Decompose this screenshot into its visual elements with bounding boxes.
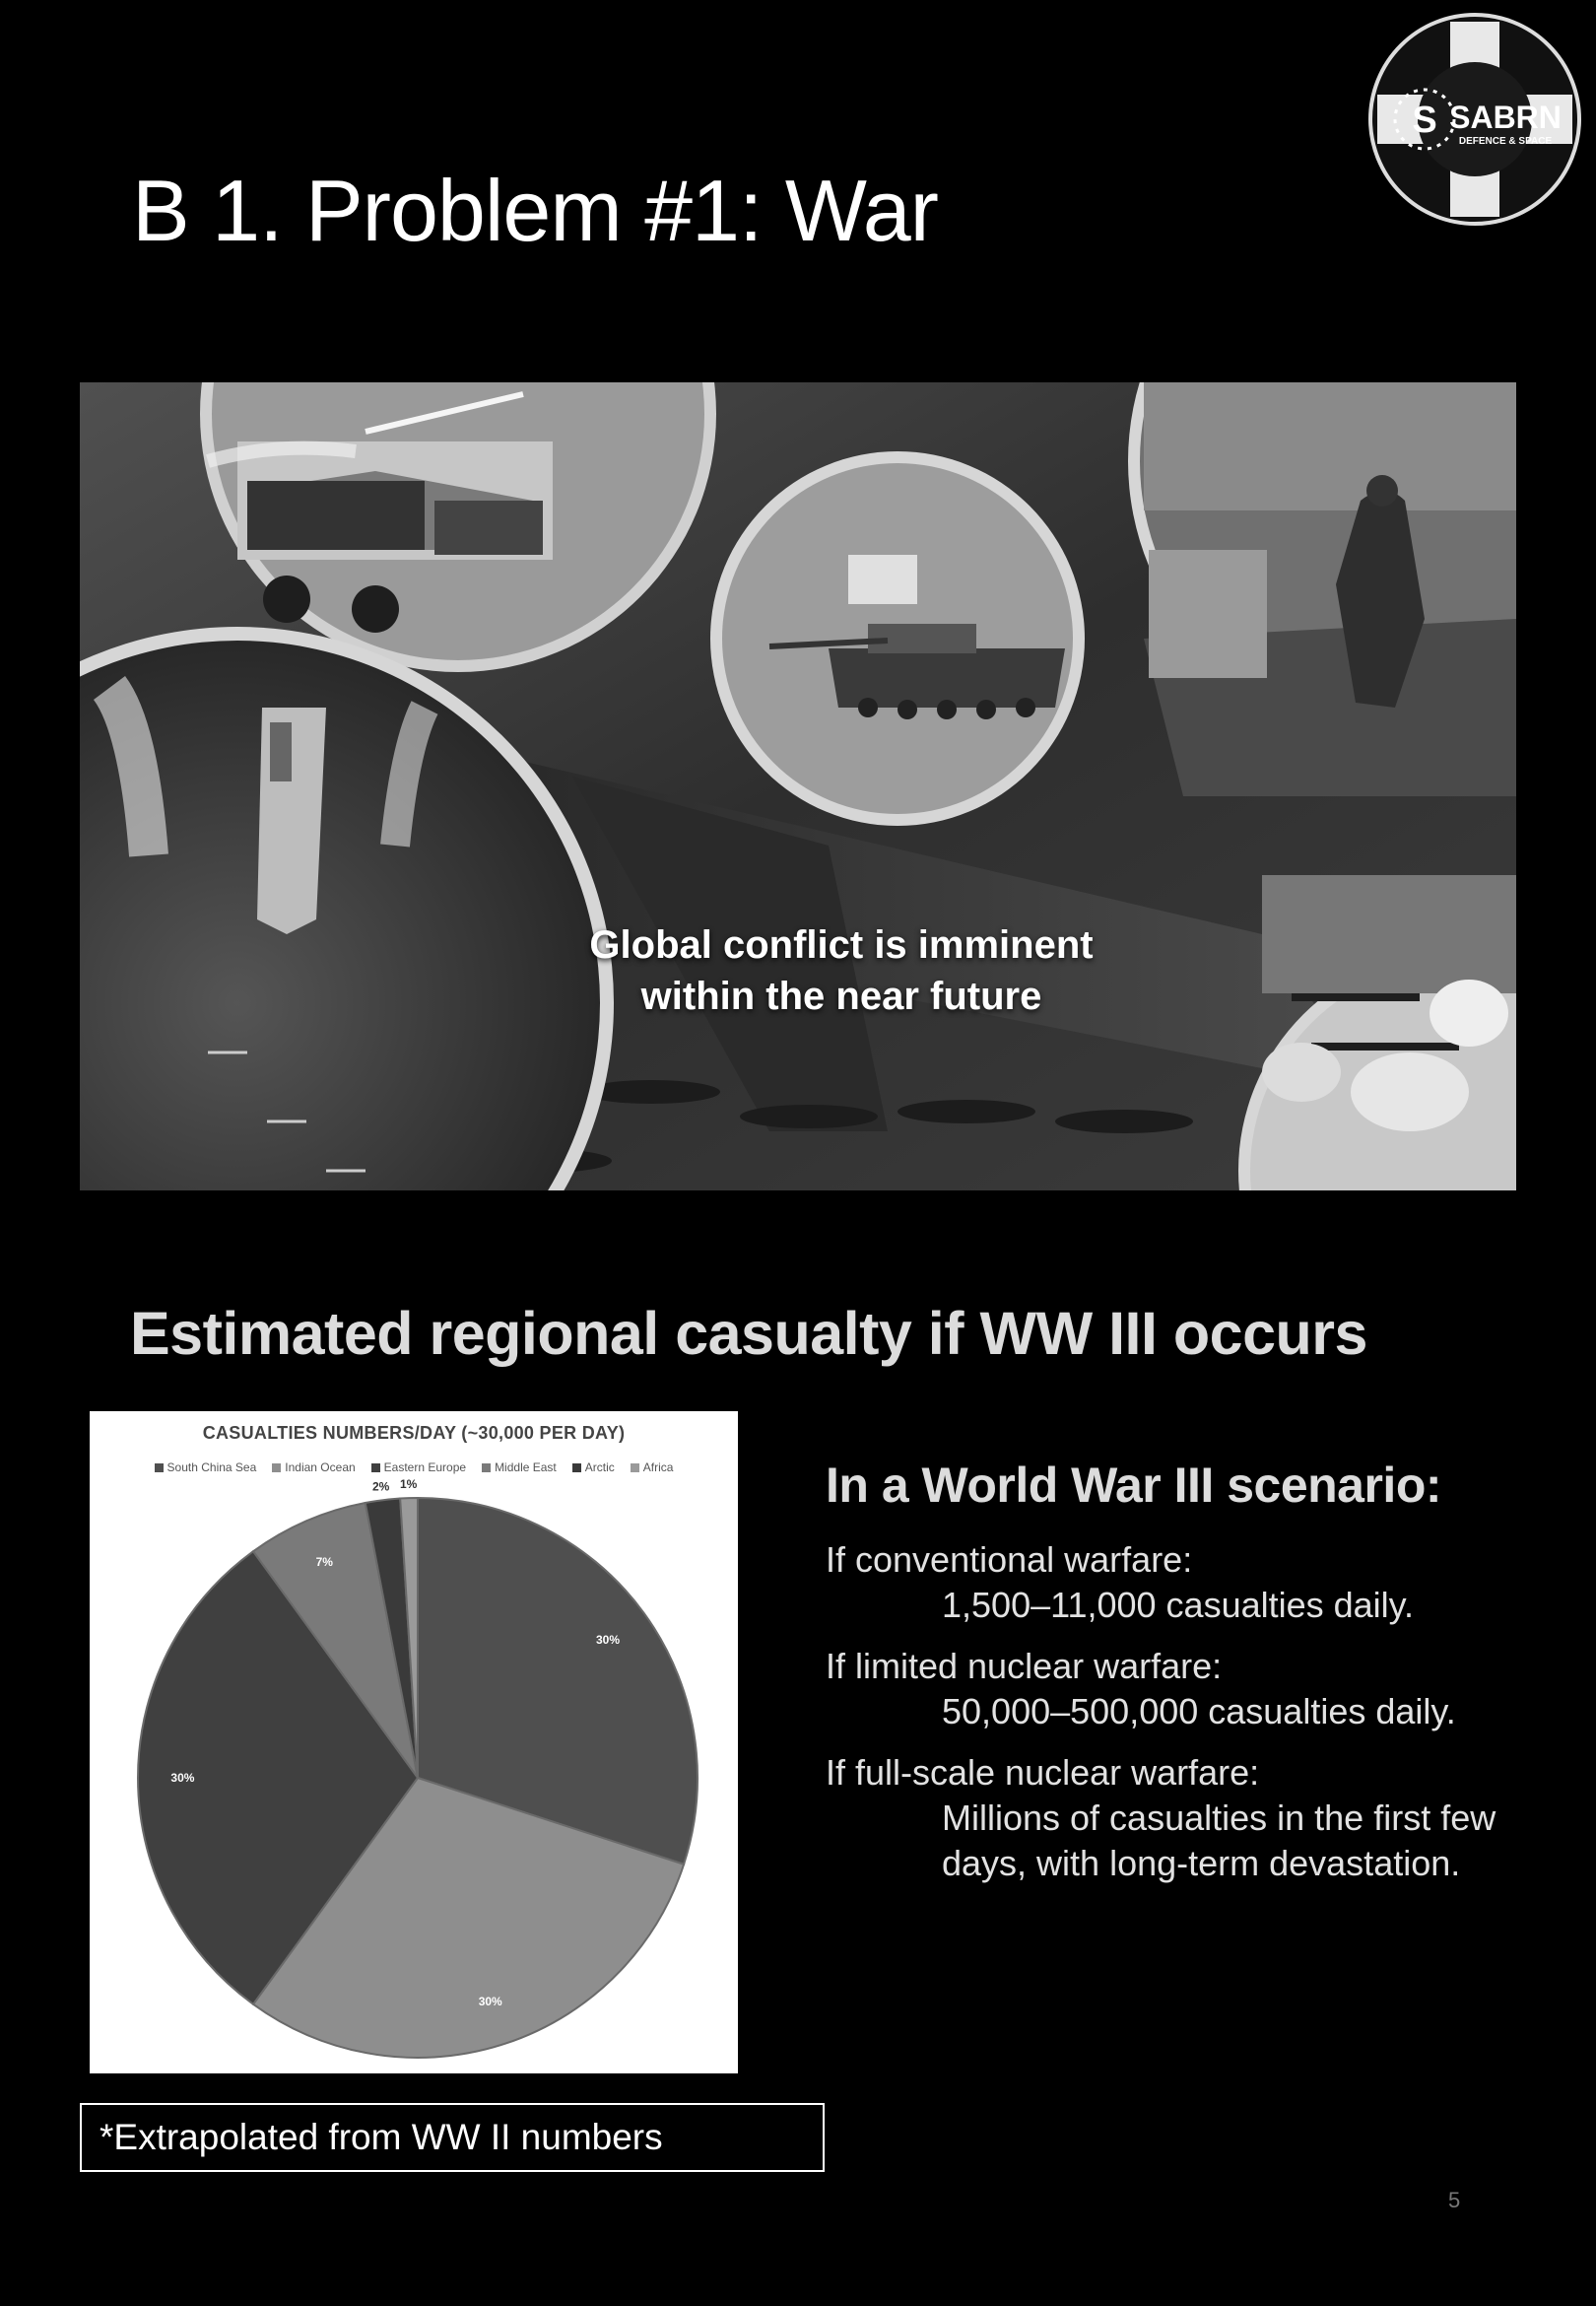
pie-data-label: 30%	[595, 1632, 621, 1647]
legend-label: Middle East	[495, 1460, 557, 1474]
scenario-conventional	[826, 1537, 1535, 1628]
slide-title: B 1. Problem #1: War	[132, 162, 938, 259]
legend-item	[155, 1460, 257, 1474]
scenario-result: 50,000–500,000 casualties daily.	[942, 1691, 1456, 1731]
scenario-heading: In a World War III scenario:	[826, 1458, 1442, 1513]
collage-caption	[80, 919, 1516, 1022]
caption-line-2: within the near future	[640, 975, 1042, 1018]
scenario-limited-nuclear	[826, 1644, 1535, 1734]
scenario-condition: If full-scale nuclear warfare:	[826, 1752, 1260, 1793]
caption-line-1: Global conflict is imminent	[589, 923, 1094, 967]
legend-swatch	[155, 1463, 164, 1472]
page-number: 5	[1448, 2188, 1461, 2212]
company-logo	[1367, 12, 1582, 227]
legend-item	[482, 1460, 557, 1474]
legend-label: Indian Ocean	[285, 1460, 356, 1474]
chart-title: CASUALTIES NUMBERS/DAY (~30,000 PER DAY)	[202, 1423, 626, 1443]
svg-text:S: S	[1412, 100, 1437, 141]
scenario-full-nuclear	[826, 1750, 1535, 1886]
section-heading: Estimated regional casualty if WW III occurs	[130, 1300, 1367, 1367]
legend-label: Africa	[642, 1460, 674, 1474]
legend-item	[272, 1460, 355, 1474]
legend-swatch	[371, 1463, 380, 1472]
logo-subtext: DEFENCE & SPACE	[1458, 136, 1553, 147]
pie-data-label: 1%	[399, 1477, 418, 1492]
scenario-result: 1,500–11,000 casualties daily.	[942, 1585, 1415, 1625]
legend-item	[572, 1460, 615, 1474]
scenario-condition: If conventional warfare:	[826, 1539, 1193, 1580]
chart-legend	[90, 1460, 738, 1474]
pie-data-label: 30%	[478, 1994, 502, 2008]
pie-data-label: 7%	[315, 1555, 333, 1570]
pie-data-label: 30%	[170, 1771, 195, 1785]
pie-data-label: 2%	[371, 1479, 390, 1494]
soldiers-river-photo	[1128, 382, 1516, 796]
legend-label: South China Sea	[166, 1460, 257, 1474]
legend-label: Eastern Europe	[383, 1460, 467, 1474]
logo-text: SABRN	[1449, 100, 1562, 135]
legend-label: Arctic	[584, 1460, 615, 1474]
war-photo-collage	[80, 382, 1516, 1190]
casualty-pie-chart	[90, 1411, 738, 2073]
legend-item	[371, 1460, 466, 1474]
legend-swatch	[272, 1463, 281, 1472]
footnote-box: *Extrapolated from WW II numbers	[80, 2103, 825, 2172]
legend-item	[631, 1460, 674, 1474]
pie-svg	[90, 1411, 738, 2073]
tank-photo	[710, 451, 1085, 826]
legend-swatch	[482, 1463, 491, 1472]
scenario-result: Millions of casualties in the first few days, with long-term devastation.	[942, 1797, 1496, 1883]
legend-swatch	[631, 1463, 639, 1472]
scenario-condition: If limited nuclear warfare:	[826, 1646, 1223, 1686]
legend-swatch	[572, 1463, 581, 1472]
